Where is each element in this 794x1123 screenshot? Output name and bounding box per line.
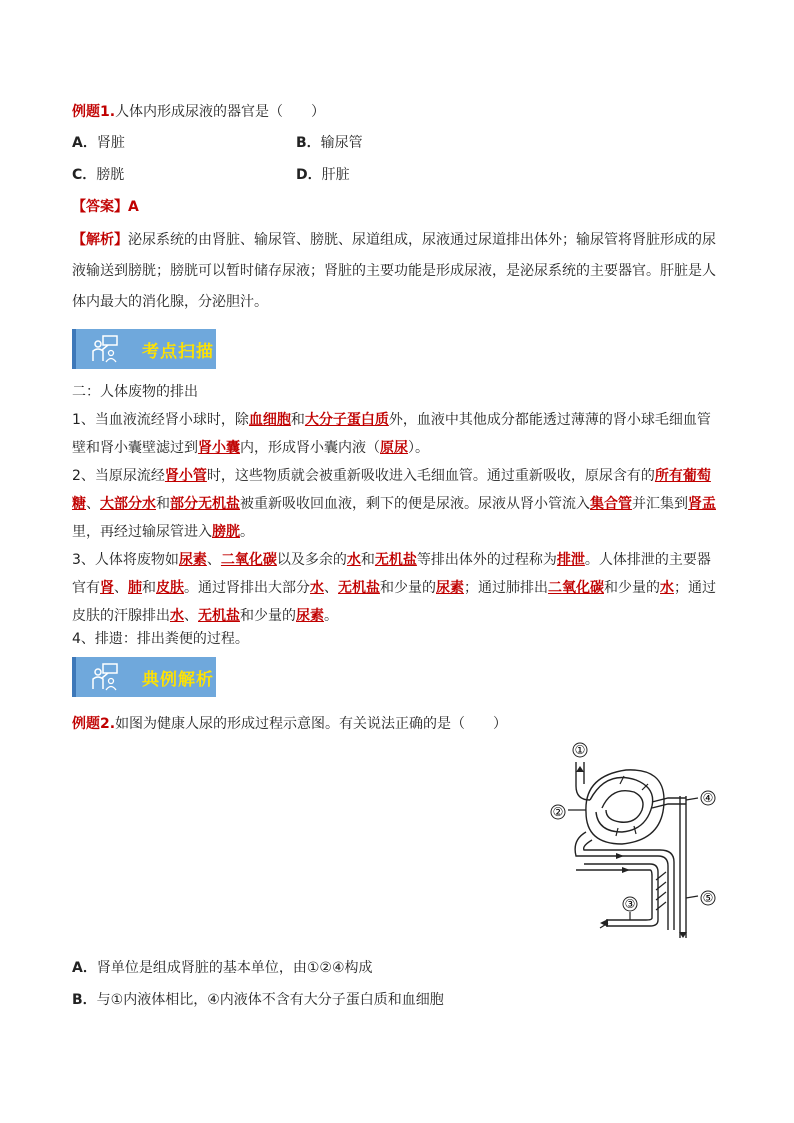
section-paragraph-2 [72, 462, 724, 546]
keyword: 水 [346, 552, 361, 568]
text: 和少量的 [604, 580, 660, 596]
text: 、 [114, 580, 128, 596]
analysis-label: 【解析】 [72, 232, 128, 248]
keyword: 二氧化碳 [220, 552, 277, 568]
analysis-text: 泌尿系统的由肾脏、输尿管、膀胱、尿道组成，尿液通过尿道排出体外；输尿管将肾脏形成的尿液输送到膀胱；膀胱可以暂时储存尿液；肾脏的主要功能是形成尿液，是泌尿系统的主要器官。肝脏是人体内最大的消化腺，分泌胆汁。 [72, 232, 716, 310]
keyword: 肾盂 [688, 496, 716, 512]
keyword: 原尿 [380, 440, 408, 456]
keyword: 肺 [128, 580, 142, 596]
text: 等排出体外的过程称为 [416, 552, 557, 568]
q1-answer [72, 197, 139, 217]
label-1: ① [574, 743, 586, 757]
q2-option-a [72, 958, 373, 978]
section-paragraph-1 [72, 406, 724, 462]
keyword: 无机盐 [198, 608, 240, 624]
text: ）。 [408, 440, 429, 456]
text: 3、人体将废物如 [72, 552, 179, 568]
q1-option-d [296, 165, 350, 185]
keyword: 无机盐 [374, 552, 417, 568]
q2-question: 如图为健康人尿的形成过程示意图。有关说法正确的是（ ） [115, 716, 508, 732]
text: ；通过肺排出 [464, 580, 548, 596]
banner-title: 典例解析 [142, 670, 214, 690]
option-text: 肾单位是组成肾脏的基本单位，由①②④构成 [96, 960, 373, 976]
keyword: 肾小囊 [198, 440, 240, 456]
option-letter: D． [296, 167, 322, 183]
text: 和少量的 [240, 608, 296, 624]
section-paragraph-3 [72, 546, 724, 630]
teacher-board-icon [90, 335, 120, 363]
text: ；通过皮肤的汗腺排出 [72, 580, 716, 624]
option-text: 输尿管 [320, 135, 363, 151]
keyword: 水 [660, 580, 674, 596]
label-4: ④ [702, 791, 714, 805]
text: 以及多余的 [276, 552, 347, 568]
keyword: 尿素 [178, 552, 207, 568]
text: 和 [142, 580, 156, 596]
label-2: ② [552, 805, 564, 819]
section-heading: 二：人体废物的排出 [72, 384, 198, 400]
keyword: 集合管 [590, 496, 632, 512]
keyword: 所有葡萄糖 [72, 468, 711, 512]
text: 1、当血液流经肾小球时，除 [72, 412, 249, 428]
keyword: 水 [170, 608, 184, 624]
text: 、 [86, 496, 100, 512]
option-letter: A． [72, 135, 97, 151]
option-text: 肝脏 [321, 167, 350, 183]
text: 、 [206, 552, 221, 568]
answer-label: 【答案】 [72, 199, 128, 215]
text: 。通过肾排出大部分 [184, 580, 310, 596]
text: 、 [324, 580, 338, 596]
q1-question: 人体内形成尿液的器官是（ ） [115, 104, 326, 120]
label-5: ⑤ [702, 891, 714, 905]
option-text: 与①内液体相比，④内液体不含有大分子蛋白质和血细胞 [96, 992, 444, 1008]
keyword: 水 [310, 580, 324, 596]
q2-stem [72, 714, 507, 734]
teacher-board-icon [90, 663, 120, 691]
text: 。人体排泄的主要器官有 [72, 552, 711, 596]
text: 被重新吸收回血液，剩下的便是尿液。尿液从肾小管流入 [240, 496, 590, 512]
q1-option-a [72, 133, 125, 153]
text: 。 [324, 608, 338, 624]
keyword: 血细胞 [248, 412, 291, 428]
text: 时，这些物质就会被重新吸收进入毛细血管。通过重新吸收，原尿含有的 [206, 468, 655, 484]
q1-analysis [72, 225, 724, 318]
text: 和 [360, 552, 375, 568]
q1-option-b [296, 133, 363, 153]
text: 。 [240, 524, 254, 540]
text: 内，形成肾小囊内液（ [240, 440, 380, 456]
option-letter: A． [72, 960, 97, 976]
keyword: 部分无机盐 [170, 496, 240, 512]
option-text: 肾脏 [96, 135, 125, 151]
label-3: ③ [624, 897, 636, 911]
q1-option-c [72, 165, 124, 185]
option-text: 膀胱 [96, 167, 125, 183]
keyword: 肾 [100, 580, 114, 596]
section-paragraph-4: 4、排遗：排出粪便的过程。 [72, 631, 249, 647]
option-letter: B． [296, 135, 321, 151]
text: 和 [290, 412, 305, 428]
q1-label: 例题1. [72, 104, 116, 120]
text: 里，再经过输尿管进入 [72, 524, 212, 540]
keyword: 肾小管 [164, 468, 207, 484]
text: 外，血液中其他成分都能透过薄薄的肾小球毛细血管壁和肾小囊壁滤过到 [72, 412, 711, 456]
text: 和少量的 [380, 580, 436, 596]
keyword: 无机盐 [338, 580, 380, 596]
section-banner-scan [72, 329, 216, 369]
nephron-diagram [546, 740, 726, 950]
q2-option-b [72, 990, 444, 1010]
keyword: 膀胱 [212, 524, 240, 540]
option-letter: B． [72, 992, 97, 1008]
keyword: 尿素 [296, 608, 324, 624]
keyword: 大部分水 [100, 496, 156, 512]
q2-label: 例题2. [72, 716, 116, 732]
banner-title: 考点扫描 [142, 342, 214, 362]
text: 、 [184, 608, 198, 624]
option-letter: C． [72, 167, 97, 183]
answer-value: A [128, 199, 139, 215]
keyword: 二氧化碳 [548, 580, 604, 596]
keyword: 尿素 [436, 580, 464, 596]
keyword: 皮肤 [156, 580, 184, 596]
keyword: 大分子蛋白质 [304, 412, 389, 428]
text: 和 [156, 496, 170, 512]
text: 2、当原尿流经 [72, 468, 165, 484]
keyword: 排泄 [556, 552, 585, 568]
text: 并汇集到 [632, 496, 688, 512]
q1-stem [72, 102, 325, 122]
section-banner-examples [72, 657, 216, 697]
